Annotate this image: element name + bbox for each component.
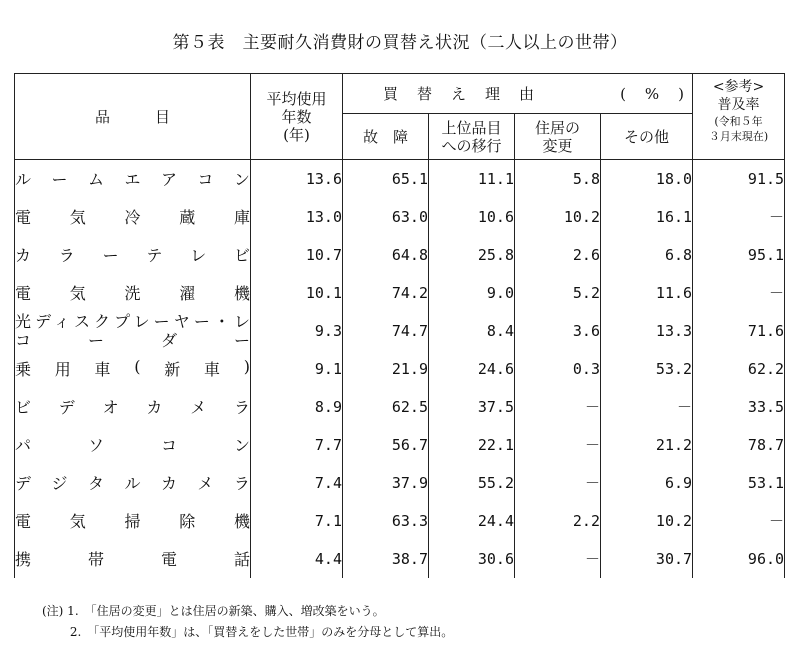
- item-name: [15, 502, 251, 540]
- cell-moving: 2.2: [515, 502, 601, 540]
- item-char: 乗: [15, 360, 32, 379]
- item-char: 電: [160, 550, 177, 569]
- item-char: ア: [160, 170, 177, 190]
- cell-avg: 4.4: [251, 540, 343, 578]
- item-char: 蔵: [179, 208, 196, 227]
- cell-other: 53.2: [601, 350, 693, 388]
- item-name-chars: [15, 547, 250, 570]
- cell-breakdown: 74.2: [343, 274, 429, 312]
- item-name-chars: [15, 357, 250, 380]
- cell-breakdown: 65.1: [343, 160, 429, 198]
- table-row: [15, 388, 785, 426]
- item-char: 気: [69, 512, 86, 531]
- cell-avg: 8.9: [251, 388, 343, 426]
- cell-pop: 53.1: [693, 464, 785, 502]
- item-char: 帯: [87, 550, 104, 569]
- item-char: ソ: [87, 436, 104, 455]
- item-char: コ: [160, 436, 177, 455]
- table-row: [15, 198, 785, 236]
- reason-header: [343, 74, 693, 114]
- cell-moving: 5.2: [515, 274, 601, 312]
- cell-other: 16.1: [601, 198, 693, 236]
- item-char: (: [134, 357, 141, 376]
- cell-moving: －: [515, 464, 601, 502]
- cell-avg: 10.1: [251, 274, 343, 312]
- item-char: カ: [160, 474, 177, 493]
- cell-upgrade: 9.0: [429, 274, 515, 312]
- cell-breakdown: 21.9: [343, 350, 429, 388]
- item-char: ラ: [58, 246, 75, 265]
- cell-pop: 91.5: [693, 160, 785, 198]
- item-char: ム: [87, 170, 104, 190]
- item-char: 話: [233, 550, 250, 569]
- cell-other: 10.2: [601, 502, 693, 540]
- item-char: タ: [87, 474, 104, 493]
- item-name: [15, 426, 251, 464]
- upgrade-line1: 上位品目: [441, 118, 502, 137]
- cell-pop: 62.2: [693, 350, 785, 388]
- item-char: 車: [203, 360, 220, 379]
- cell-avg: 9.3: [251, 312, 343, 350]
- item-char: メ: [197, 474, 214, 493]
- item-char: 庫: [233, 208, 250, 227]
- item-char: カ: [146, 398, 163, 417]
- item-name-line: コ ー ダ ー: [15, 330, 250, 350]
- cell-moving: －: [515, 540, 601, 578]
- item-name-line: 光ディスクプレーヤー・レ: [15, 311, 250, 331]
- cell-other: 6.9: [601, 464, 693, 502]
- item-name-chars: [15, 243, 250, 266]
- table-title: 第５表 主要耐久消費財の買替え状況（二人以上の世帯）: [172, 33, 628, 53]
- cell-avg: 10.7: [251, 236, 343, 274]
- table-row: [15, 274, 785, 312]
- item-char: ラ: [233, 398, 250, 417]
- reason-unit: ( % ): [620, 84, 687, 103]
- cell-other: 11.6: [601, 274, 693, 312]
- item-name: [15, 198, 251, 236]
- reason-label: 買 替 え 理 由: [383, 84, 537, 103]
- item-char: ジ: [51, 474, 68, 493]
- table-row: [15, 464, 785, 502]
- item-name: [15, 312, 251, 350]
- note-1: (注) 1. 「住居の変更」とは住居の新築、購入、増改築をいう。: [42, 604, 385, 618]
- cell-moving: －: [515, 388, 601, 426]
- item-char: 掃: [124, 512, 141, 531]
- item-char: 電: [15, 208, 32, 227]
- cell-avg: 7.1: [251, 502, 343, 540]
- cell-pop: 33.5: [693, 388, 785, 426]
- cell-upgrade: 11.1: [429, 160, 515, 198]
- popularity-header: [693, 74, 785, 160]
- item-char: コ: [197, 170, 214, 190]
- item-char: ビ: [233, 246, 250, 265]
- cell-other: 30.7: [601, 540, 693, 578]
- item-char: ン: [233, 436, 250, 455]
- cell-moving: 10.2: [515, 198, 601, 236]
- cell-other: －: [601, 388, 693, 426]
- cell-pop: 71.6: [693, 312, 785, 350]
- other-header: その他: [601, 114, 693, 160]
- item-name-chars: [15, 433, 250, 456]
- item-char: デ: [58, 398, 75, 417]
- cell-breakdown: 63.0: [343, 198, 429, 236]
- item-char: 車: [94, 360, 111, 379]
- cell-upgrade: 25.8: [429, 236, 515, 274]
- upgrade-header: [429, 114, 515, 160]
- cell-upgrade: 55.2: [429, 464, 515, 502]
- cell-upgrade: 8.4: [429, 312, 515, 350]
- item-char: 冷: [124, 208, 141, 227]
- item-char: ビ: [15, 398, 32, 417]
- item-char: ー: [51, 170, 68, 190]
- cell-other: 21.2: [601, 426, 693, 464]
- cell-pop: 96.0: [693, 540, 785, 578]
- item-char: デ: [15, 474, 32, 493]
- item-name-chars: [15, 167, 250, 190]
- cell-breakdown: 62.5: [343, 388, 429, 426]
- cell-breakdown: 64.8: [343, 236, 429, 274]
- notes: [42, 601, 453, 643]
- moving-line2: 変更: [542, 136, 573, 155]
- cell-breakdown: 56.7: [343, 426, 429, 464]
- cell-upgrade: 30.6: [429, 540, 515, 578]
- avg-years-header: [251, 74, 343, 160]
- ref-label: <参考>: [712, 79, 765, 95]
- item-char: 除: [179, 512, 196, 531]
- item-char: 洗: [124, 284, 141, 303]
- cell-upgrade: 22.1: [429, 426, 515, 464]
- cell-upgrade: 24.6: [429, 350, 515, 388]
- item-char: ン: [233, 170, 250, 190]
- table-row: [15, 426, 785, 464]
- cell-avg: 9.1: [251, 350, 343, 388]
- avg-years-line2: 年数: [281, 107, 312, 126]
- table-row: [15, 236, 785, 274]
- replacement-table: [14, 73, 785, 578]
- cell-upgrade: 37.5: [429, 388, 515, 426]
- cell-breakdown: 38.7: [343, 540, 429, 578]
- item-name-chars: [15, 395, 250, 418]
- item-char: 濯: [179, 284, 196, 303]
- cell-breakdown: 74.7: [343, 312, 429, 350]
- item-char: 気: [69, 284, 86, 303]
- item-name-chars: [15, 281, 250, 304]
- moving-header: [515, 114, 601, 160]
- item-name: [15, 160, 251, 198]
- item-name: [15, 236, 251, 274]
- table-body: [15, 160, 785, 578]
- item-char: カ: [15, 246, 32, 265]
- item-char: 機: [233, 284, 250, 303]
- breakdown-header: 故 障: [343, 114, 429, 160]
- cell-breakdown: 37.9: [343, 464, 429, 502]
- item-char: テ: [146, 246, 163, 265]
- item-char: 用: [54, 360, 71, 379]
- item-header: 品 目: [15, 74, 251, 160]
- item-char: 気: [69, 208, 86, 227]
- item-name: [15, 350, 251, 388]
- table-row: [15, 350, 785, 388]
- item-name: [15, 274, 251, 312]
- cell-pop: －: [693, 274, 785, 312]
- item-char: 機: [233, 512, 250, 531]
- item-char: ー: [102, 246, 119, 265]
- item-name: [15, 464, 251, 502]
- table-row: [15, 160, 785, 198]
- item-char: 携: [15, 550, 32, 569]
- avg-years-line3: (年): [283, 125, 310, 144]
- cell-moving: 0.3: [515, 350, 601, 388]
- item-name-chars: [15, 205, 250, 228]
- cell-pop: －: [693, 198, 785, 236]
- cell-avg: 7.7: [251, 426, 343, 464]
- cell-moving: －: [515, 426, 601, 464]
- cell-avg: 7.4: [251, 464, 343, 502]
- item-char: ): [243, 357, 250, 376]
- item-char: レ: [190, 246, 207, 265]
- item-char: パ: [15, 436, 32, 455]
- cell-moving: 5.8: [515, 160, 601, 198]
- item-name-chars: [15, 471, 250, 494]
- table-row: [15, 502, 785, 540]
- cell-other: 18.0: [601, 160, 693, 198]
- cell-moving: 3.6: [515, 312, 601, 350]
- cell-pop: 78.7: [693, 426, 785, 464]
- cell-other: 6.8: [601, 236, 693, 274]
- item-char: ラ: [233, 474, 250, 493]
- item-char: オ: [102, 398, 119, 417]
- avg-years-line1: 平均使用: [266, 89, 327, 108]
- cell-pop: 95.1: [693, 236, 785, 274]
- popularity-label: 普及率: [717, 97, 760, 113]
- table-row: [15, 312, 785, 350]
- item-char: メ: [190, 398, 207, 417]
- item-char: ル: [15, 170, 32, 190]
- cell-breakdown: 63.3: [343, 502, 429, 540]
- item-char: 電: [15, 284, 32, 303]
- item-char: 新: [164, 360, 181, 379]
- moving-line1: 住居の: [534, 118, 580, 137]
- item-name-chars: [15, 509, 250, 532]
- upgrade-line2: への移行: [441, 136, 502, 155]
- popularity-note-1: (令和５年: [714, 115, 763, 128]
- note-2: 2. 「平均使用年数」は、「買替えをした世帯」のみを分母として算出。: [42, 625, 454, 639]
- cell-avg: 13.0: [251, 198, 343, 236]
- item-name: [15, 540, 251, 578]
- cell-upgrade: 10.6: [429, 198, 515, 236]
- cell-pop: －: [693, 502, 785, 540]
- item-char: ル: [124, 474, 141, 493]
- cell-moving: 2.6: [515, 236, 601, 274]
- item-char: 電: [15, 512, 32, 531]
- cell-avg: 13.6: [251, 160, 343, 198]
- table-row: [15, 540, 785, 578]
- cell-other: 13.3: [601, 312, 693, 350]
- item-char: エ: [124, 170, 141, 190]
- popularity-note-2: ３月末現在): [708, 130, 769, 143]
- cell-upgrade: 24.4: [429, 502, 515, 540]
- item-name: [15, 388, 251, 426]
